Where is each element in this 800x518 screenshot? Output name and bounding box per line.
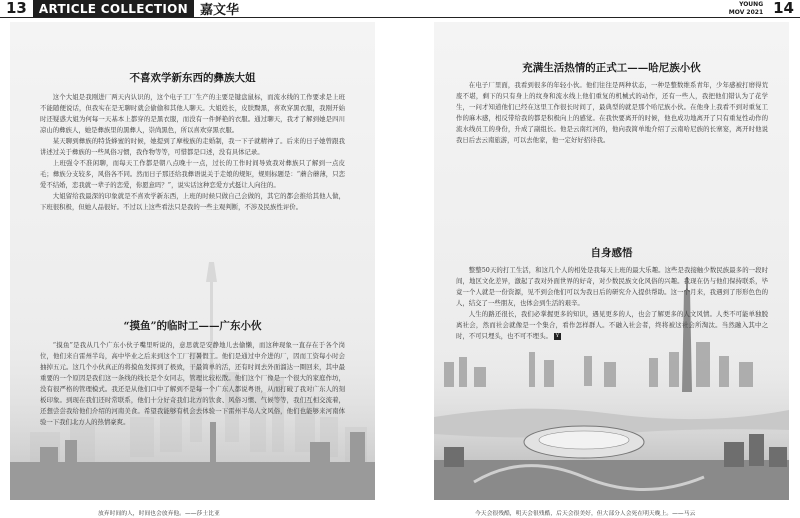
article-body-hani-worker: [456, 80, 768, 146]
article-body-yi-sister: [40, 92, 345, 213]
article-title-hani-worker: 充满生活热情的正式工——哈尼族小伙: [522, 62, 701, 74]
left-page-header: [0, 0, 400, 18]
paragraph: [456, 309, 768, 342]
right-page-panel: [434, 22, 789, 500]
right-page-header: [400, 0, 800, 18]
issue-date: MOV 2021: [728, 8, 764, 16]
brand-cn: 嘉文华: [199, 3, 239, 18]
left-page-number: 13: [6, 0, 27, 17]
paragraph: 在电子厂里面，我看到很多的年轻小伙。他们往往是两种状态，一种是整数维系青年，少年感被打磨得荒废不堪，剩下的只有身上的纹身和流水线上他们重复的机械式的动作，还有一些人，我把他们错认为了花学生，一问才知道他们已经在这里工作很长时间了，最典型的就是那个哈尼族小伙。在他身上我看不到对重复工作的麻木感，相反带给我的都是积极向上的感觉。在我快要离开的时候，他也成功地离开了只有重复性动作的流水线员工的身份，升成了副组长。他是云南红河的，他向我简单地介绍了云南哈尼族的长寨宴，离开时他说我日后去云南旅游，可以去他家，他一定好好招待我。: [456, 81, 768, 144]
magazine-name: YOUNG: [739, 0, 764, 8]
magazine-info: [729, 1, 767, 17]
paragraph: 上班强令不准闲聊，而每天工作都是朝八点晚十一点，过长的工作时间导致我对彝族只了解到一点皮毛；彝族分支较多，风俗各不同。然而日子那还给我彝语说关于走娘的规矩，规则标题是：“蘑合蘑薄，只恋爱不结婚，恋我就一辈子的恋爱，你愿意吗？”，说实话这种恋爱方式挺让人向往的。: [40, 159, 345, 189]
article-title-guangdong-worker: “摸鱼”的临时工——广东小伙: [123, 320, 262, 332]
right-page-number: 14: [773, 0, 794, 17]
footer-quote-right: 今天会很残酷，明天会很残酷，后天会很美好，但大部分人会死在明天晚上。——马云: [475, 511, 696, 517]
paragraph: 某天聊到彝族的特货蜂蜜的时候，她提到了摩梭族的走婚制，我一下子就精神了。后来的日子她曾跟我讲述过关于彝族的一些风俗习惯，我作物等等，可惜都是口述，没有具体记录。: [40, 137, 345, 156]
article-title-reflection: 自身感悟: [590, 247, 633, 259]
article-body-guangdong-worker: [40, 340, 345, 428]
paragraph: 这个大姐是我刚进厂两天内认识的，这个电子工厂生产的主要是键盘鼠标，而流水线的工作要求是上班不能随便说话，但我实在是无聊时就会偷偷和其他人聊天。大姐姓长，皮肤黝黑，喜欢穿黑衣服，我刚开始时还疑惑大姐为何每一天基本上都穿的是黑衣服，而没有一件鲜艳的衣服。通过聊天，我才了解到她是四川凉山的彝族人，她是彝族里的黑彝人，崇尚黑色，所以喜欢穿黑衣服。: [40, 93, 345, 134]
left-page-panel: [10, 22, 375, 500]
article-title-yi-sister: 不喜欢学新东西的彝族大姐: [129, 72, 256, 84]
paragraph: 整整50天的打工生活，和这几个人的相处是我每天上班的最大乐趣。这些是我接触少数民族最多的一段时间，地区文化差异，激起了我对外面世界的好奇，对少数民族文化风俗的兴趣。我现在仍与他们保持联系，毕竟一个人就是一份资源，见不到会他们可以为我日后的研究介入提供帮助。这一个月来，我遇到了形形色色的人，结交了一些朋友，也体会到生活的艰辛。: [456, 266, 768, 307]
paragraph: “摸鱼”是我从几个广东小伙子嘴里听说的，意思就是安静地儿去偷懒，而这种现象一直存在于各个岗位，他们来自雷州半岛，高中毕业之后来到这个工厂打暑假工。他们是通过中介进的厂，因而工资每小时会抽掉五元。这几个小伙真正的将摸鱼发挥到了极致，干最简单的活，还有时间去外面溜达一圈回来，其中最重要的一个原因是我们这一条线的线长是个女同志，管理比较松散。他们这个厂像是一个很大的家庭作坊，没有很严格的管理模式。我还是从他们口中了解到不是每一个广东人都说粤语，从而打破了我对广东人的刻板印象。到现在我们还时常联系，他们十分好奇我们北方的饮食、风俗习惯、气候等等，我们互相交流着，还想尝尝我给他们介绍的河南美食。希望我能够有机会去体验一下雷州半岛人文风俗，他们也能够来河南体验一下我们北方人的热情豪爽。: [40, 341, 345, 426]
article-end-mark: Y: [555, 332, 560, 339]
footer-quote-left: 放弃时间的人，时间也会放弃他。——莎士比亚: [98, 511, 220, 517]
article-body-reflection: [456, 265, 768, 342]
paragraph: 大姐留给我最深的印象就是不喜欢学新东西，上班的时候只做自己会做的，其它的都会推给其他人做，下班很积极，但她人品很好。不过以上这些看法只是我的一些主观判断，不涉及民族性评价。: [40, 192, 345, 211]
paragraph-text: 人生的路还很长，我们必掌握更多的知识，遇见更多的人，也会了解更多的人文风情。人类不可能单独脱离社会，然而社会就像是一个集合，看作怎样群人。不融入社会者，终将被这社会所淘汰。当然融入其中之时，不可只埋头，也不可不埋头。: [456, 310, 768, 340]
brand-banner: ARTICLE COLLECTION: [33, 0, 194, 17]
